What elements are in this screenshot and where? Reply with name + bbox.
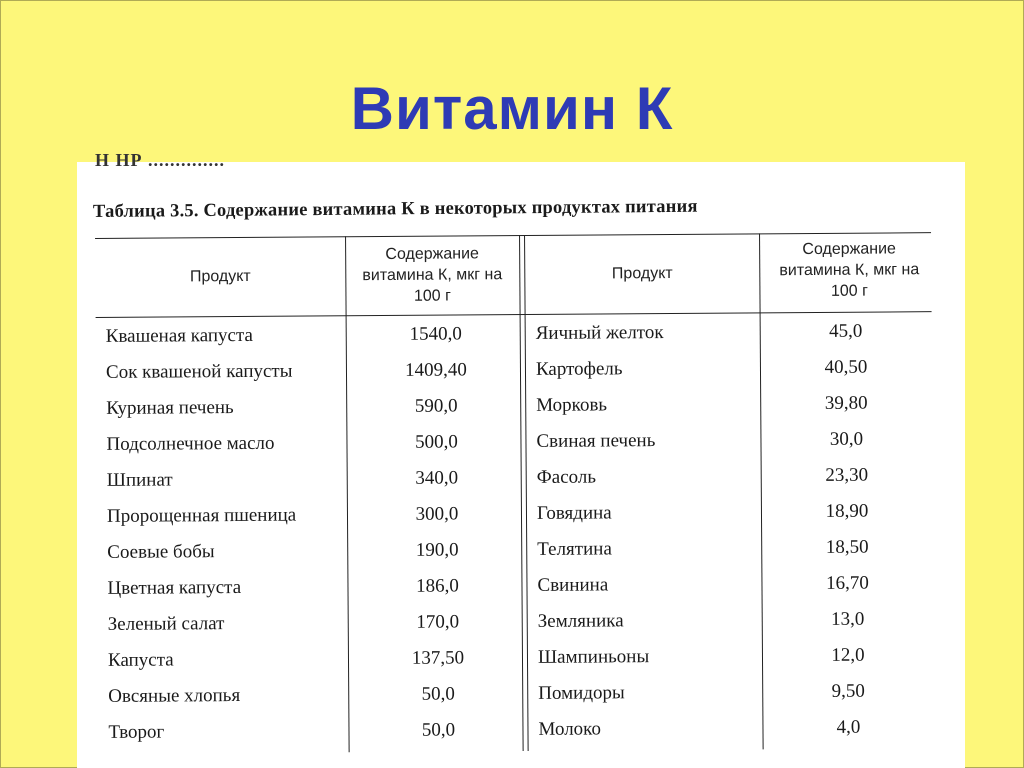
- left-row-value: 1409,40: [405, 359, 467, 381]
- right-row-value: 18,50: [825, 536, 869, 558]
- table-top-rule: [95, 232, 931, 239]
- left-row-product: Куриная печень: [106, 397, 234, 419]
- right-row-value: 13,0: [831, 608, 865, 630]
- right-row-value: 12,0: [831, 644, 865, 666]
- right-row-product: Телятина: [537, 538, 612, 560]
- left-row-product: Пророщенная пшеница: [106, 504, 297, 527]
- left-row-value: 190,0: [415, 539, 459, 561]
- left-row-value: 50,0: [421, 719, 456, 741]
- left-row-value: 590,0: [414, 395, 458, 417]
- right-row-value: 4,0: [836, 716, 861, 738]
- header-content-left: Содержание витамина К, мкг на 100 г: [362, 245, 503, 305]
- table-header-rule: [96, 311, 932, 318]
- right-row-value: 40,50: [824, 356, 868, 378]
- right-row-product: Земляника: [537, 610, 624, 632]
- left-row-value: 137,50: [411, 647, 465, 669]
- right-row-value: 23,30: [825, 464, 869, 486]
- right-row-value: 30,0: [829, 428, 864, 450]
- left-row-product: Творог: [108, 721, 165, 743]
- right-row-value: 45,0: [829, 320, 863, 342]
- right-row-product: Морковь: [536, 394, 608, 416]
- left-row-product: Подсолнечное масло: [106, 432, 275, 455]
- center-divider-b: [524, 235, 529, 751]
- right-row-value: 39,80: [824, 392, 868, 414]
- left-row-product: Овсяные хлопья: [108, 684, 241, 707]
- right-row-product: Свиная печень: [536, 430, 656, 452]
- right-row-product: Говядина: [536, 502, 612, 524]
- left-row-value: 50,0: [421, 683, 455, 705]
- left-row-value: 1540,0: [409, 323, 462, 345]
- left-row-product: Шпинат: [106, 469, 173, 491]
- right-row-value: 16,70: [826, 572, 869, 594]
- vitamin-k-table: [95, 226, 935, 762]
- header-product-right: Продукт: [611, 264, 673, 283]
- right-row-product: Шампиньоны: [537, 646, 650, 668]
- header-product-left: Продукт: [189, 267, 251, 286]
- left-row-product: Соевые бобы: [107, 541, 215, 563]
- left-row-value: 500,0: [415, 431, 458, 453]
- center-divider-a: [519, 235, 524, 751]
- left-row-value: 170,0: [416, 611, 460, 633]
- right-row-product: Яичный желток: [535, 322, 664, 344]
- left-row-product: Квашеная капуста: [105, 324, 253, 347]
- right-row-value: 9,50: [831, 680, 865, 702]
- slide-title: Витамин К: [350, 75, 674, 142]
- header-content-right: Содержание витамина К, мкг на 100 г: [779, 240, 920, 300]
- right-row-product: Картофель: [535, 358, 623, 380]
- right-row-product: Помидоры: [538, 682, 625, 704]
- right-row-product: Молоко: [538, 718, 601, 740]
- right-row-value: 18,90: [825, 500, 869, 522]
- left-row-value: 340,0: [415, 467, 459, 489]
- left-row-product: Капуста: [107, 649, 174, 671]
- left-column-divider: [345, 236, 350, 752]
- left-row-value: 186,0: [416, 575, 459, 597]
- scanned-table-image: [77, 150, 965, 768]
- left-row-product: Зеленый салат: [107, 613, 225, 635]
- left-row-product: Цветная капуста: [107, 576, 242, 599]
- table-caption: Таблица 3.5. Содержание витамина К в некоторых продуктах питания: [92, 196, 698, 222]
- right-column-divider: [759, 233, 764, 749]
- right-row-product: Свинина: [537, 574, 609, 596]
- left-row-value: 300,0: [415, 503, 459, 525]
- right-row-product: Фасоль: [536, 466, 597, 488]
- cropped-text-line: Н НР ..............: [95, 150, 225, 170]
- left-row-product: Сок квашеной капусты: [105, 360, 293, 383]
